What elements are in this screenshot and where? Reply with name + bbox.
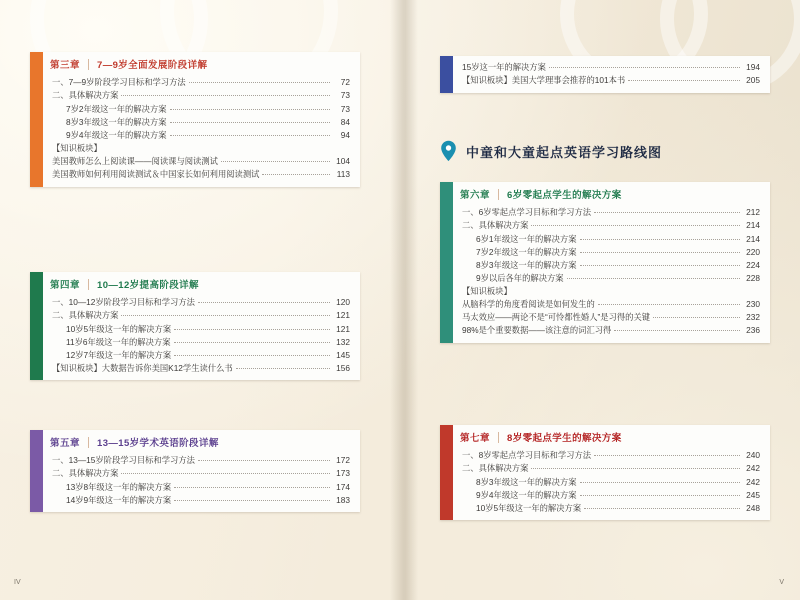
toc-block-continuation <box>440 56 770 93</box>
toc-entry-title: 11岁6年级这一年的解决方案 <box>66 336 171 347</box>
toc-entry-page: 194 <box>746 62 760 73</box>
toc-entry[interactable] <box>52 335 350 348</box>
leader-dots <box>174 487 330 488</box>
toc-block-chapter-3 <box>30 52 360 187</box>
toc-entry-title: 8岁3年级这一年的解决方案 <box>66 116 167 127</box>
toc-entry-page: 245 <box>746 489 760 500</box>
toc-entry-page: 230 <box>746 298 760 309</box>
divider <box>498 189 499 200</box>
toc-entry-title: 二、具体解决方案 <box>462 220 529 231</box>
toc-entry-page: 121 <box>336 323 350 334</box>
toc-entry[interactable] <box>52 154 350 167</box>
leader-dots <box>198 302 330 303</box>
leader-dots <box>594 212 740 213</box>
chapter-number: 第三章 <box>50 60 81 71</box>
toc-list <box>440 205 770 343</box>
leader-dots <box>198 460 330 461</box>
toc-entry-page: 242 <box>746 476 760 487</box>
leader-dots <box>580 265 741 266</box>
toc-entry[interactable] <box>462 449 760 462</box>
toc-entry-title: 15岁这一年的解决方案 <box>462 62 546 73</box>
toc-entry-page: 94 <box>340 129 350 140</box>
chapter-number: 第五章 <box>50 438 81 449</box>
toc-entry-title: 从脑科学的角度看阅读是如何发生的 <box>462 298 595 309</box>
leader-dots <box>580 482 741 483</box>
leader-dots <box>567 278 740 279</box>
toc-block-chapter-4 <box>30 272 360 380</box>
toc-entry[interactable] <box>462 219 760 232</box>
leader-dots <box>121 95 330 96</box>
toc-entry-page: 214 <box>746 220 760 231</box>
toc-entry-title: 二、具体解决方案 <box>462 463 529 474</box>
toc-entry[interactable] <box>52 467 350 480</box>
page-number-left: IV <box>14 579 21 586</box>
chapter-heading <box>30 52 360 75</box>
leader-dots <box>170 109 331 110</box>
leader-dots <box>653 317 740 318</box>
toc-entry-title: 7岁2年级这一年的解决方案 <box>66 103 167 114</box>
toc-entry-page: 84 <box>340 116 350 127</box>
toc-entry[interactable] <box>52 493 350 506</box>
right-page <box>400 0 800 600</box>
section-banner <box>440 140 662 162</box>
toc-entry-page: 205 <box>746 75 760 86</box>
section-title: 中童和大童起点英语学习路线图 <box>466 144 663 160</box>
leader-dots <box>174 500 330 501</box>
toc-entry-title: 二、具体解决方案 <box>52 310 119 321</box>
leader-dots <box>549 67 740 68</box>
toc-entry[interactable] <box>462 61 760 74</box>
toc-list <box>440 448 770 520</box>
toc-entry-page: 173 <box>336 468 350 479</box>
toc-list <box>30 453 360 512</box>
leader-dots <box>594 455 740 456</box>
chapter-number: 第四章 <box>50 280 81 291</box>
toc-entry-title: 9岁4年级这一年的解决方案 <box>476 489 577 500</box>
toc-entry-page: 145 <box>336 349 350 360</box>
toc-entry-title: 9岁4年级这一年的解决方案 <box>66 129 167 140</box>
leader-dots <box>174 342 331 343</box>
toc-entry[interactable] <box>462 298 760 311</box>
toc-entry-title: 一、10—12岁阶段学习目标和学习方法 <box>52 297 195 308</box>
chapter-title: 8岁零起点学生的解决方案 <box>507 433 622 444</box>
toc-entry-title: 14岁9年级这一年的解决方案 <box>66 494 172 505</box>
toc-entry[interactable] <box>52 480 350 493</box>
toc-entry-page: 248 <box>746 502 760 513</box>
toc-block-chapter-5 <box>30 430 360 512</box>
leader-dots <box>598 304 740 305</box>
toc-entry-title: 8岁3年级这一年的解决方案 <box>476 259 577 270</box>
leader-dots <box>628 80 740 81</box>
chapter-tab <box>440 425 453 520</box>
leader-dots <box>531 225 740 226</box>
toc-entry[interactable] <box>52 141 350 154</box>
location-pin-icon <box>440 140 457 162</box>
toc-entry-title: 二、具体解决方案 <box>52 90 119 101</box>
leader-dots <box>170 122 331 123</box>
toc-entry[interactable] <box>52 89 350 102</box>
toc-entry[interactable] <box>462 232 760 245</box>
toc-entry[interactable] <box>462 74 760 87</box>
chapter-number: 第七章 <box>460 433 491 444</box>
toc-entry-page: 172 <box>336 455 350 466</box>
toc-entry[interactable] <box>52 76 350 89</box>
toc-entry-title: 13岁8年级这一年的解决方案 <box>66 481 172 492</box>
leader-dots <box>262 174 330 175</box>
chapter-heading <box>440 425 770 448</box>
toc-entry-page: 242 <box>746 463 760 474</box>
leader-dots <box>170 135 331 136</box>
divider <box>88 59 89 70</box>
toc-entry[interactable] <box>52 296 350 309</box>
toc-entry-title: 一、8岁零起点学习目标和学习方法 <box>462 450 592 461</box>
toc-entry-page: 236 <box>746 325 760 336</box>
toc-entry[interactable] <box>462 245 760 258</box>
toc-entry-title: 10岁5年级这一年的解决方案 <box>66 323 172 334</box>
toc-entry-title: 7岁2年级这一年的解决方案 <box>476 246 577 257</box>
divider <box>498 432 499 443</box>
toc-entry[interactable] <box>52 322 350 335</box>
toc-entry[interactable] <box>462 462 760 475</box>
toc-entry-page: 214 <box>746 233 760 244</box>
page-number-right: V <box>779 579 784 586</box>
toc-entry-page: 156 <box>336 362 350 373</box>
toc-entry-page: 212 <box>746 207 760 218</box>
leader-dots <box>580 495 741 496</box>
toc-entry-page: 121 <box>336 310 350 321</box>
toc-entry-title: 二、具体解决方案 <box>52 468 119 479</box>
toc-entry-title: 6岁1年级这一年的解决方案 <box>476 233 577 244</box>
chapter-number: 第六章 <box>460 190 491 201</box>
toc-entry-title: 8岁3年级这一年的解决方案 <box>476 476 577 487</box>
toc-entry-title: 一、13—15岁阶段学习目标和学习方法 <box>52 455 195 466</box>
toc-entry[interactable] <box>462 324 760 337</box>
chapter-tab <box>30 430 43 512</box>
toc-entry-title: 10岁5年级这一年的解决方案 <box>476 502 582 513</box>
toc-entry[interactable] <box>52 168 350 181</box>
toc-entry[interactable] <box>52 348 350 361</box>
toc-entry-title: 98%是个重要数据——该注意的词汇习得 <box>462 325 612 336</box>
chapter-heading <box>30 272 360 295</box>
divider <box>88 279 89 290</box>
toc-entry[interactable] <box>462 311 760 324</box>
toc-entry-page: 240 <box>746 450 760 461</box>
toc-entry-page: 120 <box>336 297 350 308</box>
toc-entry-page: 224 <box>746 259 760 270</box>
toc-entry[interactable] <box>52 128 350 141</box>
toc-entry-title: 【知识板块】 <box>52 142 102 153</box>
chapter-tab <box>440 56 453 93</box>
chapter-heading <box>440 182 770 205</box>
chapter-title: 6岁零起点学生的解决方案 <box>507 190 622 201</box>
toc-entry-title: 一、7—9岁阶段学习目标和学习方法 <box>52 77 186 88</box>
leader-dots <box>584 508 740 509</box>
chapter-tab <box>30 272 43 380</box>
chapter-heading <box>30 430 360 453</box>
toc-entry-title: 【知识板块】大数据告诉你美国K12学生读什么书 <box>52 362 233 373</box>
toc-entry-title: 9岁以后各年的解决方案 <box>476 272 564 283</box>
toc-entry-title: 【知识板块】美国大学理事会推荐的101本书 <box>462 75 626 86</box>
toc-entry-page: 72 <box>340 77 350 88</box>
toc-list <box>30 295 360 380</box>
toc-entry-page: 113 <box>336 168 350 179</box>
leader-dots <box>580 239 741 240</box>
toc-entry[interactable] <box>52 454 350 467</box>
toc-block-chapter-6 <box>440 182 770 343</box>
toc-entry[interactable] <box>52 361 350 374</box>
chapter-tab <box>30 52 43 187</box>
toc-entry-title: 美国教师如何利用阅读测试＆中国家长如何利用阅读测试 <box>52 168 260 179</box>
toc-list <box>30 75 360 187</box>
leader-dots <box>236 368 330 369</box>
leader-dots <box>531 468 740 469</box>
toc-entry-page: 174 <box>336 481 350 492</box>
toc-entry-title: 【知识板块】 <box>462 285 512 296</box>
toc-entry[interactable] <box>462 284 760 297</box>
toc-entry[interactable] <box>52 102 350 115</box>
leader-dots <box>614 330 740 331</box>
chapter-title: 13—15岁学术英语阶段详解 <box>97 438 219 449</box>
toc-entry[interactable] <box>52 115 350 128</box>
leader-dots <box>189 82 330 83</box>
toc-entry-page: 73 <box>340 90 350 101</box>
toc-entry-page: 228 <box>746 272 760 283</box>
leader-dots <box>121 473 330 474</box>
toc-entry-page: 220 <box>746 246 760 257</box>
toc-entry[interactable] <box>462 501 760 514</box>
chapter-title: 10—12岁提高阶段详解 <box>97 280 199 291</box>
toc-entry-page: 183 <box>336 494 350 505</box>
toc-entry[interactable] <box>462 206 760 219</box>
toc-entry-title: 马太效应——两论不是“可怜都性婚人”是习得的关键 <box>462 312 651 323</box>
toc-entry[interactable] <box>52 309 350 322</box>
toc-entry-page: 132 <box>336 336 350 347</box>
toc-entry-page: 104 <box>336 155 350 166</box>
toc-entry-page: 232 <box>746 312 760 323</box>
toc-entry-title: 一、6岁零起点学习目标和学习方法 <box>462 207 592 218</box>
divider <box>88 437 89 448</box>
toc-entry-title: 美国教师怎么上阅读课——阅读课与阅读测试 <box>52 155 218 166</box>
toc-block-chapter-7 <box>440 425 770 520</box>
leader-dots <box>174 329 330 330</box>
toc-entry[interactable] <box>462 258 760 271</box>
leader-dots <box>221 161 330 162</box>
toc-entry[interactable] <box>462 475 760 488</box>
toc-list <box>440 56 770 93</box>
leader-dots <box>121 315 330 316</box>
chapter-tab <box>440 182 453 343</box>
leader-dots <box>174 355 330 356</box>
toc-entry-title: 12岁7年级这一年的解决方案 <box>66 349 172 360</box>
toc-entry[interactable] <box>462 271 760 284</box>
toc-entry-page: 73 <box>340 103 350 114</box>
leader-dots <box>580 252 741 253</box>
chapter-title: 7—9岁全面发展阶段详解 <box>97 60 208 71</box>
toc-entry[interactable] <box>462 488 760 501</box>
